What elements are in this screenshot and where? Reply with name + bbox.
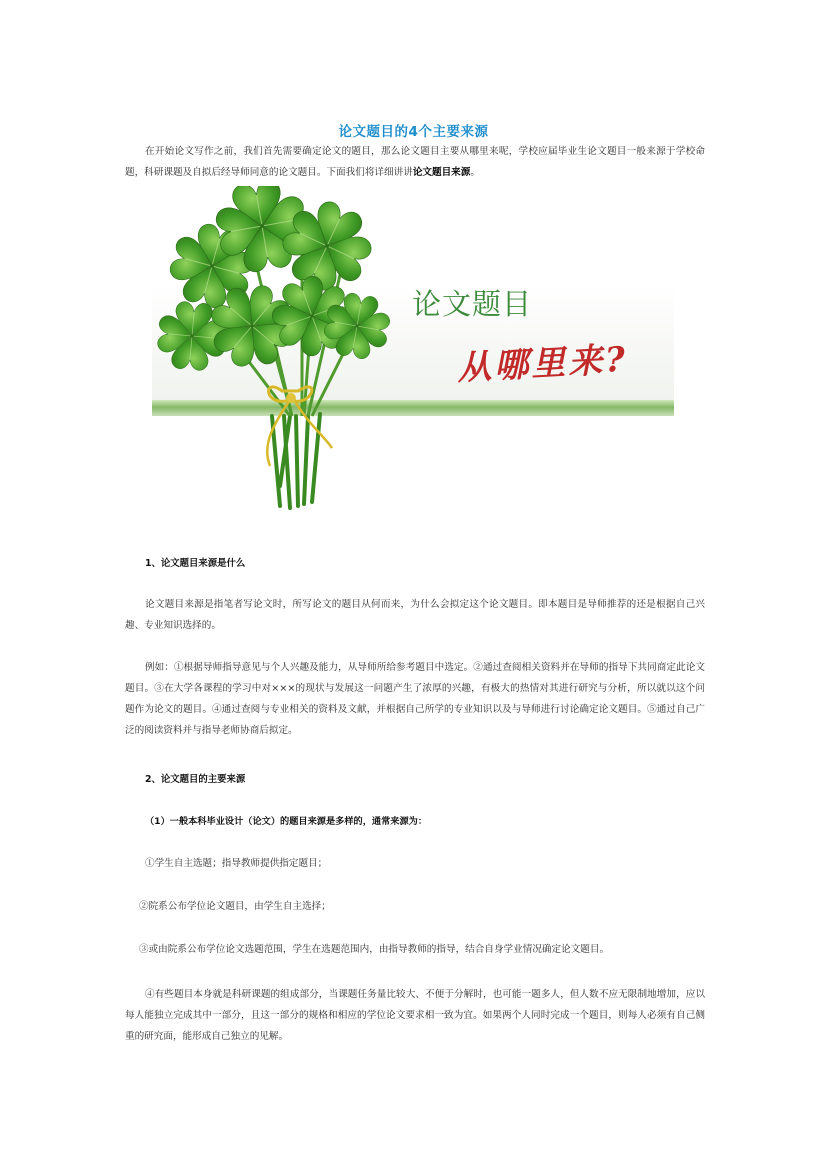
section1-paragraph-2: 例如：①根据导师指导意见与个人兴趣及能力，从导师所给参考题目中选定。②通过查阅相关资料并在导师的指导下共同商定此论文题目。③在大学各课程的学习中对×××的现状与发展这一问题产生了浓厚的兴趣，有极大的热情对其进行研究与分析，所以就以这个问题作为论文的题目。④通过查阅与专业相关的资料及文献，并根据自己所学的专业知识以及与导师进行讨论确定论文题目。⑤通过自己广泛的阅读资料并与指导老师协商后拟定。 [125,662,705,736]
intro-text-end: 。 [470,167,480,178]
section1-heading: 1、论文题目来源是什么 [145,558,246,569]
section2-sub1: （1）一般本科毕业设计（论文）的题目来源是多样的，通常来源为： [145,816,428,827]
banner-subtitle: 从哪里来? [456,339,630,389]
section2-item-3: ③或由院系公布学位论文选题范围，学生在选题范围内，由指导教师的指导，结合自身学业情况确定论文题目。 [139,944,610,955]
four-leaf-clover-bouquet-image [152,186,674,526]
page-title: 论文题目的4个主要来源 [338,124,489,140]
banner-title: 论文题目 [412,287,533,321]
section1-paragraph-1: 论文题目来源是指笔者写论文时，所写论文的题目从何而来，为什么会拟定这个论文题目。即本题目是导师推荐的还是根据自己兴趣、专业知识选择的。 [125,599,705,631]
section2-item-4: ④有些题目本身就是科研课题的组成部分，当课题任务量比较大、不便于分解时，也可能一题多人，但人数不应无限制地增加，应以每人能独立完成其中一部分，且这一部分的规格和相应的学位论文要求相一致为宜。如果两个人同时完成一个题目，则每人必须有自己侧重的研究面，能形成自己独立的见解。 [125,989,705,1042]
section2-item-2: ②院系公布学位论文题目，由学生自主选择； [139,901,331,912]
intro-paragraph [125,141,705,183]
intro-bold-keyword: 论文题目来源 [412,167,471,178]
section2-heading: 2、论文题目的主要来源 [145,774,246,785]
section2-item-1: ①学生自主选题；指导教师提供指定题目； [145,858,328,869]
intro-text: 在开始论文写作之前，我们首先需要确定论文的题目，那么论文题目主要从哪里来呢，学校应届毕业生论文题目一般来源于学校命题，科研课题及自拟后经导师同意的论文题目。下面我们将详细讲讲 [125,146,705,178]
